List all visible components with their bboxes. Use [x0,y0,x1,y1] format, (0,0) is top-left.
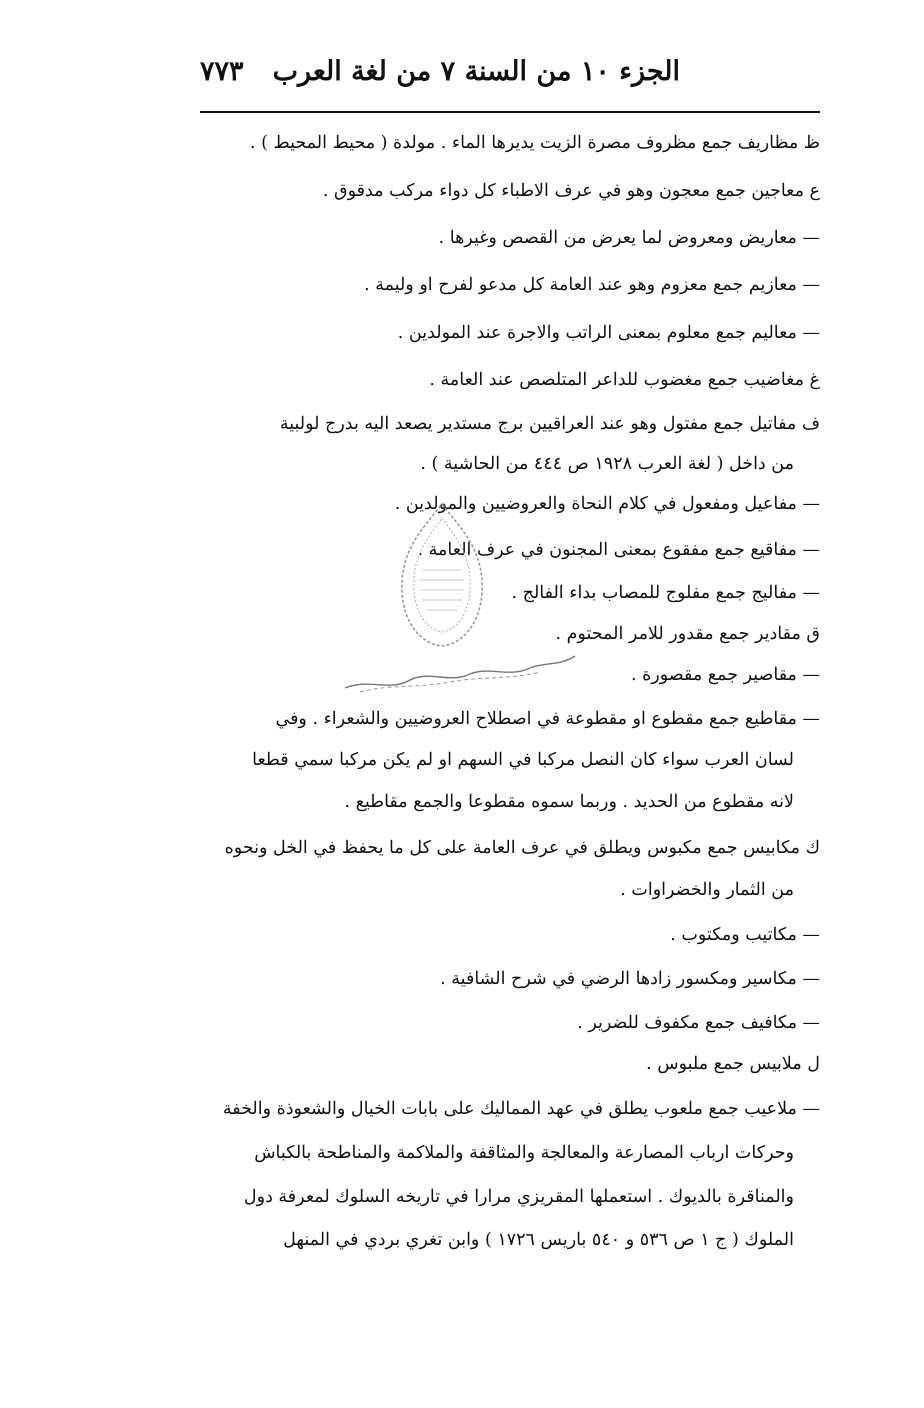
text-line: لانه مقطوع من الحديد . وربما سموه مقطوعا والجمع مقاطيع . [344,792,794,812]
text-line: — مقاصير جمع مقصورة . [631,665,820,685]
text-line: ف مفاتيل جمع مفتول وهو عند العراقيين برج مستدير يصعد اليه بدرج لولبية [279,414,820,434]
text-line: من الثمار والخضراوات . [620,880,794,900]
running-head-title: الجزء ١٠ من السنة ٧ من لغة العرب [272,56,680,87]
text-line: — مفاقيع جمع مفقوع بمعنى المجنون في عرف العامة . [417,540,820,560]
text-line: ع معاجين جمع معجون وهو في عرف الاطباء كل دواء مركب مدقوق . [322,181,820,201]
text-line: ك مكابيس جمع مكبوس ويطلق في عرف العامة على كل ما يحفظ في الخل ونحوه [224,838,820,858]
text-line: — مكاتيب ومكتوب . [670,925,820,945]
text-line: لسان العرب سواء كان النصل مركبا في السهم او لم يكن مركبا سمي قطعا [252,750,794,770]
text-line: الملوك ( ج ١ ص ٥٣٦ و ٥٤٠ باريس ١٧٢٦ ) وابن تغري بردي في المنهل [283,1230,794,1250]
text-line: غ مغاضيب جمع مغضوب للداعر المتلصص عند العامة . [429,370,820,390]
text-line: — مفاعيل ومفعول في كلام النحاة والعروضيين والمولدين . [394,494,820,514]
text-line: ل ملابيس جمع ملبوس . [646,1054,820,1074]
text-line: — معاليم جمع معلوم بمعنى الراتب والاجرة عند المولدين . [397,323,820,343]
text-line: — معاريض ومعروض لما يعرض من القصص وغيرها . [438,228,820,248]
page-number: ٧٧٣ [200,56,244,87]
text-line: من داخل ( لغة العرب ١٩٢٨ ص ٤٤٤ من الحاشية ) . [420,454,794,474]
text-line: ق مقادير جمع مقدور للامر المحتوم . [555,624,820,644]
text-line: — مكافيف جمع مكفوف للضرير . [577,1013,820,1033]
handwritten-mark-icon [340,648,580,698]
text-line: ظ مظاريف جمع مظروف مصرة الزيت يديرها الماء . مولدة ( محيط المحيط ) . [249,133,820,153]
text-line: — مقاطيع جمع مقطوع او مقطوعة في اصطلاح العروضيين والشعراء . وفي [275,709,820,729]
text-line: — ملاعيب جمع ملعوب يطلق في عهد المماليك على بابات الخيال والشعوذة والخفة [222,1099,820,1119]
text-line: وحركات ارباب المصارعة والمعالجة والمثاقفة والملاكمة والمناطحة بالكباش [254,1143,794,1163]
text-line: والمناقرة بالديوك . استعملها المقريزي مرارا في تاريخه السلوك لمعرفة دول [243,1187,794,1207]
text-line: — مفاليج جمع مفلوج للمصاب بداء الفالج . [511,583,820,603]
library-stamp-icon [392,500,492,650]
text-line: — مكاسير ومكسور زادها الرضي في شرح الشافية . [440,969,820,989]
text-line: — معازيم جمع معزوم وهو عند العامة كل مدعو لفرح او وليمة . [364,275,820,295]
